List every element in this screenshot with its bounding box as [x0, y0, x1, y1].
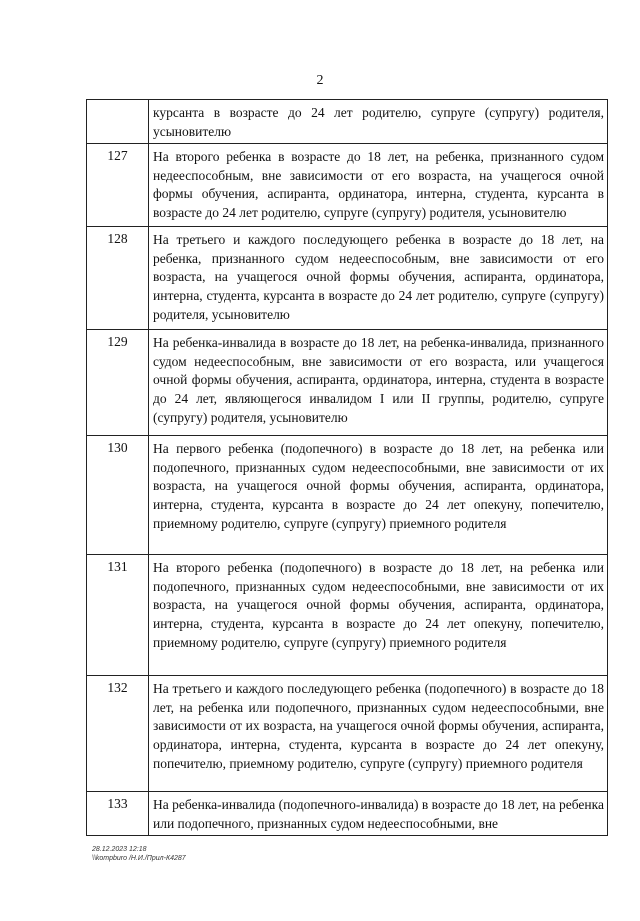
row-number-cell [87, 227, 149, 330]
row-text: На ребенка-инвалида в возрасте до 18 лет, на ребенка-инвалида, признанного судом недееспособным, вне зависимости от его возраста, или учащегося очной формы обучения, аспиранта, ординатора, интерна, студента в возрасте до 24 лет, являющегося инвалидом I или II группы, родителю, супруге (супругу) родителя, усыновителю [149, 330, 608, 436]
row-number-cell [87, 330, 149, 436]
row-number: 129 [107, 334, 128, 349]
row-number: 133 [107, 796, 128, 811]
row-number-cell [87, 792, 149, 836]
row-text: На первого ребенка (подопечного) в возрасте до 18 лет, на ребенка или подопечного, признанных судом недееспособными, вне зависимости от их возраста, на учащегося очной формы обучения, аспиранта, ординатора, интерна, студента, курсанта в возрасте до 24 лет опекуну, попечителю, приемному родителю, супруге (супругу) приемного родителя [149, 436, 608, 555]
document-footer [92, 845, 186, 863]
row-text: курсанта в возрасте до 24 лет родителю, супруге (супругу) родителя, усыновителю [149, 100, 608, 144]
row-number [87, 100, 148, 104]
row-text: На третьего и каждого последующего ребенка (подопечного) в возрасте до 18 лет, на ребенка или подопечного, признанных судом недееспособными, вне зависимости от их возраста, на учащегося очной формы обучения, аспиранта, ординатора, интерна, студента, курсанта в возрасте до 24 лет опекуну, попечителю, приемному родителю, супруге (супругу) приемного родителя [149, 676, 608, 792]
table-row [87, 555, 608, 676]
row-number: 128 [107, 231, 128, 246]
table-row [87, 144, 608, 227]
row-number: 130 [107, 440, 128, 455]
table-row [87, 792, 608, 836]
row-text: На ребенка-инвалида (подопечного-инвалида) в возрасте до 18 лет, на ребенка или подопечного, признанных судом недееспособными, вне [149, 792, 608, 836]
row-number-cell [87, 436, 149, 555]
row-number-cell [87, 676, 149, 792]
row-number-cell [87, 144, 149, 227]
page-number: 2 [316, 73, 324, 88]
table-row [87, 227, 608, 330]
row-text: На второго ребенка в возрасте до 18 лет, на ребенка, признанного судом недееспособным, вне зависимости от его возраста, на учащегося очной формы обучения, аспиранта, ординатора, интерна, студента, курсанта в возрасте до 24 лет родителю, супруге (супругу) родителя, усыновителю [149, 144, 608, 227]
footer-timestamp: 28.12.2023 12:18 [92, 846, 147, 853]
row-number-cell [87, 100, 149, 144]
row-text: На третьего и каждого последующего ребенка в возрасте до 18 лет, на ребенка, признанного судом недееспособным, вне зависимости от его возраста, на учащегося очной формы обучения, аспиранта, ординатора, интерна, студента, курсанта в возрасте до 24 лет родителю, супруге (супругу) родителя, усыновителю [149, 227, 608, 330]
row-number-cell [87, 555, 149, 676]
table-row [87, 436, 608, 555]
deduction-table [86, 99, 608, 836]
table-row [87, 330, 608, 436]
row-text: На второго ребенка (подопечного) в возрасте до 18 лет, на ребенка или подопечного, признанных судом недееспособными, вне зависимости от их возраста, на учащегося очной формы обучения, аспиранта, ординатора, интерна, студента, курсанта в возрасте до 24 лет опекуну, попечителю, приемному родителю, супруге (супругу) приемного родителя [149, 555, 608, 676]
row-number: 131 [107, 559, 128, 574]
table-row [87, 676, 608, 792]
row-number: 132 [107, 680, 128, 695]
row-number: 127 [107, 148, 128, 163]
footer-file-path: \\kompburo /Н.И./Прил-К4287 [92, 855, 186, 862]
table-row [87, 100, 608, 144]
